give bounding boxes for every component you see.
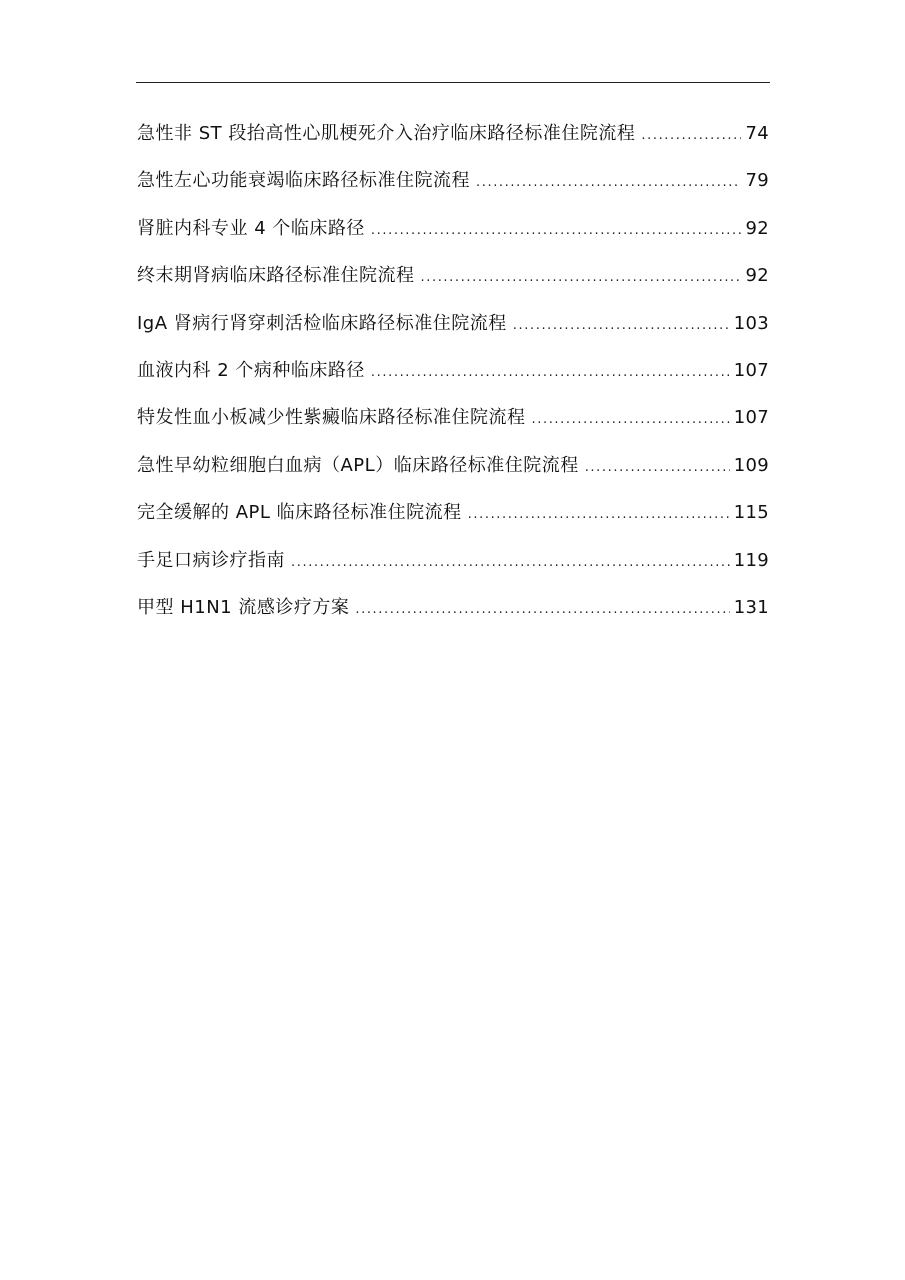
toc-dot-leader bbox=[585, 448, 730, 488]
toc-entry-title: 急性早幼粒细胞白血病（APL）临床路径标准住院流程 bbox=[137, 454, 579, 476]
toc-page-number: 131 bbox=[733, 596, 769, 618]
toc-page-number: 107 bbox=[733, 359, 769, 381]
toc-dot-leader bbox=[291, 543, 730, 583]
toc-page-number: 107 bbox=[733, 407, 769, 429]
toc-entry[interactable] bbox=[137, 351, 769, 398]
toc-entry-title: 急性非 ST 段抬高性心肌梗死介入治疗临床路径标准住院流程 bbox=[137, 123, 636, 144]
toc-entry-title: 急性左心功能衰竭临床路径标准住院流程 bbox=[137, 170, 470, 192]
toc-entry-title: 完全缓解的 APL 临床路径标准住院流程 bbox=[137, 502, 462, 524]
header-rule bbox=[136, 82, 770, 83]
toc-page-number: 115 bbox=[733, 502, 769, 524]
toc-entry-title: 手足口病诊疗指南 bbox=[137, 549, 285, 571]
toc-entry[interactable] bbox=[137, 493, 769, 540]
toc-entry[interactable] bbox=[137, 304, 769, 351]
toc-entry[interactable] bbox=[137, 446, 769, 493]
toc-entry[interactable] bbox=[137, 588, 769, 635]
toc-entry-title: 肾脏内科专业 4 个临床路径 bbox=[137, 217, 365, 239]
toc-page-number: 74 bbox=[745, 123, 769, 144]
table-of-contents bbox=[137, 114, 769, 635]
toc-dot-leader bbox=[371, 211, 742, 251]
toc-page-number: 103 bbox=[733, 312, 769, 334]
toc-dot-leader bbox=[468, 495, 730, 535]
toc-page-number: 79 bbox=[745, 170, 769, 192]
toc-dot-leader bbox=[641, 116, 741, 156]
toc-page-number: 109 bbox=[733, 454, 769, 476]
toc-page-number: 119 bbox=[733, 549, 769, 571]
toc-entry[interactable] bbox=[137, 398, 769, 445]
toc-dot-leader bbox=[513, 306, 730, 346]
toc-entry-title: 特发性血小板减少性紫癜临床路径标准住院流程 bbox=[137, 407, 526, 429]
toc-entry[interactable] bbox=[137, 541, 769, 588]
toc-entry-title: 甲型 H1N1 流感诊疗方案 bbox=[137, 596, 350, 618]
toc-dot-leader bbox=[476, 163, 741, 203]
toc-dot-leader bbox=[371, 353, 730, 393]
toc-dot-leader bbox=[421, 258, 742, 298]
toc-entry[interactable] bbox=[137, 209, 769, 256]
toc-dot-leader bbox=[532, 400, 730, 440]
toc-dot-leader bbox=[355, 590, 729, 630]
toc-entry[interactable] bbox=[137, 114, 769, 161]
toc-entry-title: 终末期肾病临床路径标准住院流程 bbox=[137, 265, 415, 287]
toc-entry-title: IgA 肾病行肾穿刺活检临床路径标准住院流程 bbox=[137, 312, 507, 334]
toc-page-number: 92 bbox=[745, 217, 769, 239]
toc-page-number: 92 bbox=[745, 265, 769, 287]
toc-entry-title: 血液内科 2 个病种临床路径 bbox=[137, 359, 365, 381]
toc-entry[interactable] bbox=[137, 256, 769, 303]
toc-entry[interactable] bbox=[137, 161, 769, 208]
